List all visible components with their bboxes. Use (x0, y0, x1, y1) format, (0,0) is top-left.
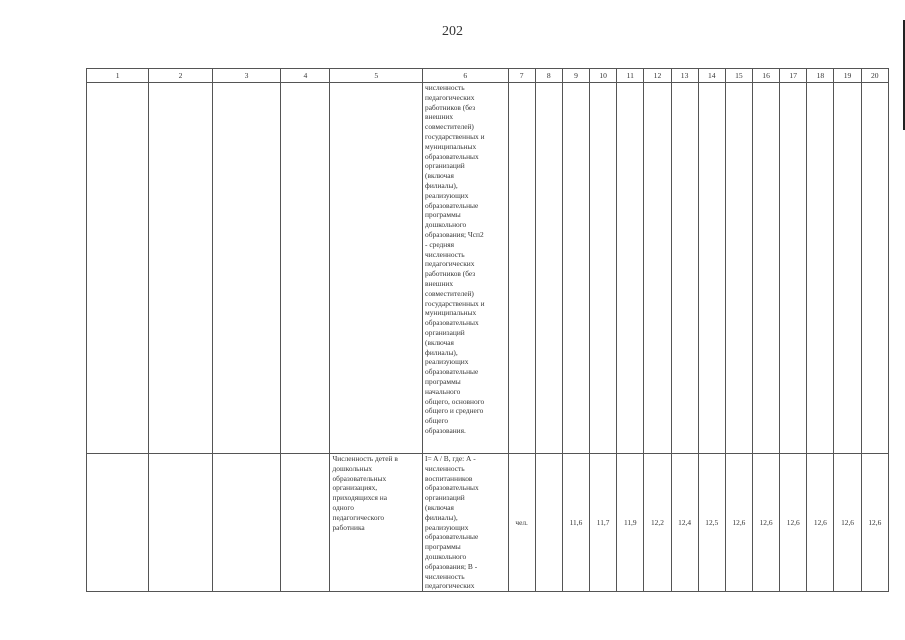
value-cell: 12,5 (698, 454, 725, 592)
table-cell (508, 83, 535, 454)
value-cell: 12,6 (861, 454, 888, 592)
header-cell: 16 (752, 69, 779, 83)
table-cell (752, 83, 779, 454)
table-cell (87, 454, 149, 592)
header-cell: 12 (644, 69, 671, 83)
header-row (87, 69, 889, 83)
table-cell (671, 83, 698, 454)
header-cell: 6 (423, 69, 509, 83)
table-cell (861, 83, 888, 454)
indicator-name-cell: Численность детей в дошкольных образовательных организациях, приходящихся на одного педагогического работника (330, 454, 423, 592)
table-cell (725, 83, 752, 454)
header-cell: 10 (590, 69, 617, 83)
header-cell: 18 (807, 69, 834, 83)
table-cell (87, 83, 149, 454)
header-cell: 5 (330, 69, 423, 83)
value-cell: 11,9 (617, 454, 644, 592)
value-cell: 12,6 (752, 454, 779, 592)
table-cell (330, 83, 423, 454)
table-cell (780, 83, 807, 454)
header-cell: 1 (87, 69, 149, 83)
formula-cell: I= A / B, где: А - численность воспитанников образовательных организаций (включая филиалы), реализующих образовательные программы дошкольного образования; В - численность педагогических (423, 454, 509, 592)
table-cell (212, 83, 280, 454)
header-cell: 8 (535, 69, 562, 83)
indicator-table (86, 68, 889, 592)
header-cell: 19 (834, 69, 861, 83)
table-cell (590, 83, 617, 454)
value-cell: 11,7 (590, 454, 617, 592)
value-cell: 12,6 (780, 454, 807, 592)
value-cell: 11,6 (562, 454, 589, 592)
table-cell (149, 454, 212, 592)
header-cell: 14 (698, 69, 725, 83)
header-cell: 17 (780, 69, 807, 83)
table-cell (149, 83, 212, 454)
header-cell: 13 (671, 69, 698, 83)
table-cell (535, 83, 562, 454)
value-cell: 12,6 (807, 454, 834, 592)
value-cell: 12,6 (834, 454, 861, 592)
table-cell (562, 83, 589, 454)
page-number: 202 (442, 24, 463, 39)
value-cell: 12,4 (671, 454, 698, 592)
table-cell (617, 83, 644, 454)
table-cell (281, 454, 330, 592)
header-cell: 2 (149, 69, 212, 83)
value-cell: 12,6 (725, 454, 752, 592)
table-cell (834, 83, 861, 454)
header-cell: 7 (508, 69, 535, 83)
formula-cell: численность педагогических работников (без внешних совместителей) государственных и муниципальных образовательных организаций (включая филиалы), реализующих образовательные программы дошкольного образования; Чсп2 - средняя численность педагогических работников (без внешних совместителей) государственных и муниципальных образовательных организаций (включая филиалы), реализующих образовательные программы начального общего, основного общего и среднего общего образования. (423, 83, 509, 454)
header-cell: 4 (281, 69, 330, 83)
table-row (87, 83, 889, 454)
table-cell (807, 83, 834, 454)
header-cell: 15 (725, 69, 752, 83)
table-cell (698, 83, 725, 454)
table-cell (644, 83, 671, 454)
unit-cell: чел. (508, 454, 535, 592)
table-cell (212, 454, 280, 592)
header-cell: 3 (212, 69, 280, 83)
table-cell (281, 83, 330, 454)
value-cell (535, 454, 562, 592)
value-cell: 12,2 (644, 454, 671, 592)
header-cell: 11 (617, 69, 644, 83)
header-cell: 20 (861, 69, 888, 83)
header-cell: 9 (562, 69, 589, 83)
table-row (87, 454, 889, 592)
